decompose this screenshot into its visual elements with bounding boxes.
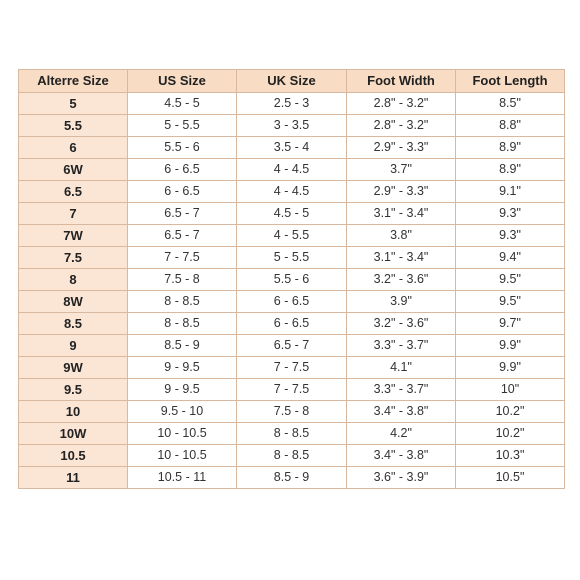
uk-size-cell: 3 - 3.5 [237, 115, 347, 137]
table-row [19, 203, 565, 225]
foot-length-cell: 9.4" [456, 247, 565, 269]
foot-width-cell: 4.2" [347, 423, 456, 445]
foot-width-cell: 3.8" [347, 225, 456, 247]
us-size-cell: 7.5 - 8 [128, 269, 237, 291]
alterre-size-cell: 9 [19, 335, 128, 357]
table-row [19, 313, 565, 335]
alterre-size-cell: 8.5 [19, 313, 128, 335]
us-size-cell: 10 - 10.5 [128, 445, 237, 467]
foot-length-cell: 9.9" [456, 335, 565, 357]
table-row [19, 225, 565, 247]
table-row [19, 269, 565, 291]
uk-size-cell: 8 - 8.5 [237, 445, 347, 467]
uk-size-cell: 6 - 6.5 [237, 313, 347, 335]
foot-length-cell: 9.7" [456, 313, 565, 335]
alterre-size-cell: 9.5 [19, 379, 128, 401]
uk-size-cell: 6.5 - 7 [237, 335, 347, 357]
alterre-size-cell: 10 [19, 401, 128, 423]
uk-size-cell: 4.5 - 5 [237, 203, 347, 225]
table-row [19, 467, 565, 489]
table-header [19, 70, 565, 93]
foot-length-cell: 9.1" [456, 181, 565, 203]
header-foot-length: Foot Length [456, 70, 565, 93]
uk-size-cell: 4 - 5.5 [237, 225, 347, 247]
alterre-size-cell: 10W [19, 423, 128, 445]
alterre-size-cell: 7W [19, 225, 128, 247]
uk-size-cell: 8.5 - 9 [237, 467, 347, 489]
foot-length-cell: 9.3" [456, 225, 565, 247]
alterre-size-cell: 8W [19, 291, 128, 313]
table-row [19, 181, 565, 203]
alterre-size-cell: 6.5 [19, 181, 128, 203]
uk-size-cell: 7 - 7.5 [237, 379, 347, 401]
foot-length-cell: 9.3" [456, 203, 565, 225]
foot-length-cell: 10.2" [456, 401, 565, 423]
foot-length-cell: 9.5" [456, 269, 565, 291]
alterre-size-cell: 7.5 [19, 247, 128, 269]
us-size-cell: 5.5 - 6 [128, 137, 237, 159]
alterre-size-cell: 8 [19, 269, 128, 291]
us-size-cell: 10 - 10.5 [128, 423, 237, 445]
foot-length-cell: 10.5" [456, 467, 565, 489]
table-row [19, 291, 565, 313]
us-size-cell: 6.5 - 7 [128, 203, 237, 225]
size-chart [18, 69, 564, 489]
uk-size-cell: 8 - 8.5 [237, 423, 347, 445]
foot-width-cell: 3.6" - 3.9" [347, 467, 456, 489]
us-size-cell: 9 - 9.5 [128, 379, 237, 401]
foot-length-cell: 8.8" [456, 115, 565, 137]
table-row [19, 401, 565, 423]
uk-size-cell: 5 - 5.5 [237, 247, 347, 269]
foot-length-cell: 10.3" [456, 445, 565, 467]
foot-length-cell: 10.2" [456, 423, 565, 445]
uk-size-cell: 4 - 4.5 [237, 181, 347, 203]
table-row [19, 445, 565, 467]
uk-size-cell: 6 - 6.5 [237, 291, 347, 313]
table-row [19, 159, 565, 181]
foot-width-cell: 4.1" [347, 357, 456, 379]
table-row [19, 423, 565, 445]
alterre-size-cell: 6 [19, 137, 128, 159]
us-size-cell: 8.5 - 9 [128, 335, 237, 357]
us-size-cell: 10.5 - 11 [128, 467, 237, 489]
alterre-size-cell: 6W [19, 159, 128, 181]
us-size-cell: 9.5 - 10 [128, 401, 237, 423]
uk-size-cell: 7 - 7.5 [237, 357, 347, 379]
alterre-size-cell: 7 [19, 203, 128, 225]
us-size-cell: 8 - 8.5 [128, 291, 237, 313]
table-row [19, 115, 565, 137]
table-row [19, 335, 565, 357]
us-size-cell: 6 - 6.5 [128, 159, 237, 181]
foot-width-cell: 3.2" - 3.6" [347, 313, 456, 335]
alterre-size-cell: 10.5 [19, 445, 128, 467]
us-size-cell: 8 - 8.5 [128, 313, 237, 335]
uk-size-cell: 5.5 - 6 [237, 269, 347, 291]
us-size-cell: 6.5 - 7 [128, 225, 237, 247]
foot-width-cell: 3.1" - 3.4" [347, 203, 456, 225]
uk-size-cell: 3.5 - 4 [237, 137, 347, 159]
alterre-size-cell: 5 [19, 93, 128, 115]
foot-length-cell: 9.9" [456, 357, 565, 379]
us-size-cell: 6 - 6.5 [128, 181, 237, 203]
header-row [19, 70, 565, 93]
alterre-size-cell: 11 [19, 467, 128, 489]
foot-width-cell: 3.2" - 3.6" [347, 269, 456, 291]
us-size-cell: 9 - 9.5 [128, 357, 237, 379]
uk-size-cell: 4 - 4.5 [237, 159, 347, 181]
uk-size-cell: 7.5 - 8 [237, 401, 347, 423]
table-row [19, 137, 565, 159]
table-row [19, 247, 565, 269]
alterre-size-cell: 9W [19, 357, 128, 379]
header-us-size: US Size [128, 70, 237, 93]
us-size-cell: 7 - 7.5 [128, 247, 237, 269]
foot-length-cell: 10" [456, 379, 565, 401]
foot-width-cell: 3.9" [347, 291, 456, 313]
table-row [19, 93, 565, 115]
foot-length-cell: 8.9" [456, 159, 565, 181]
foot-width-cell: 3.4" - 3.8" [347, 445, 456, 467]
header-foot-width: Foot Width [347, 70, 456, 93]
foot-width-cell: 3.3" - 3.7" [347, 335, 456, 357]
foot-width-cell: 3.7" [347, 159, 456, 181]
foot-length-cell: 8.5" [456, 93, 565, 115]
header-alterre-size: Alterre Size [19, 70, 128, 93]
uk-size-cell: 2.5 - 3 [237, 93, 347, 115]
foot-width-cell: 2.8" - 3.2" [347, 93, 456, 115]
foot-width-cell: 3.4" - 3.8" [347, 401, 456, 423]
foot-width-cell: 3.1" - 3.4" [347, 247, 456, 269]
size-chart-table [18, 69, 565, 489]
foot-length-cell: 8.9" [456, 137, 565, 159]
foot-width-cell: 2.8" - 3.2" [347, 115, 456, 137]
foot-length-cell: 9.5" [456, 291, 565, 313]
us-size-cell: 5 - 5.5 [128, 115, 237, 137]
us-size-cell: 4.5 - 5 [128, 93, 237, 115]
alterre-size-cell: 5.5 [19, 115, 128, 137]
table-body [19, 93, 565, 489]
table-row [19, 357, 565, 379]
table-row [19, 379, 565, 401]
header-uk-size: UK Size [237, 70, 347, 93]
foot-width-cell: 2.9" - 3.3" [347, 137, 456, 159]
foot-width-cell: 3.3" - 3.7" [347, 379, 456, 401]
foot-width-cell: 2.9" - 3.3" [347, 181, 456, 203]
